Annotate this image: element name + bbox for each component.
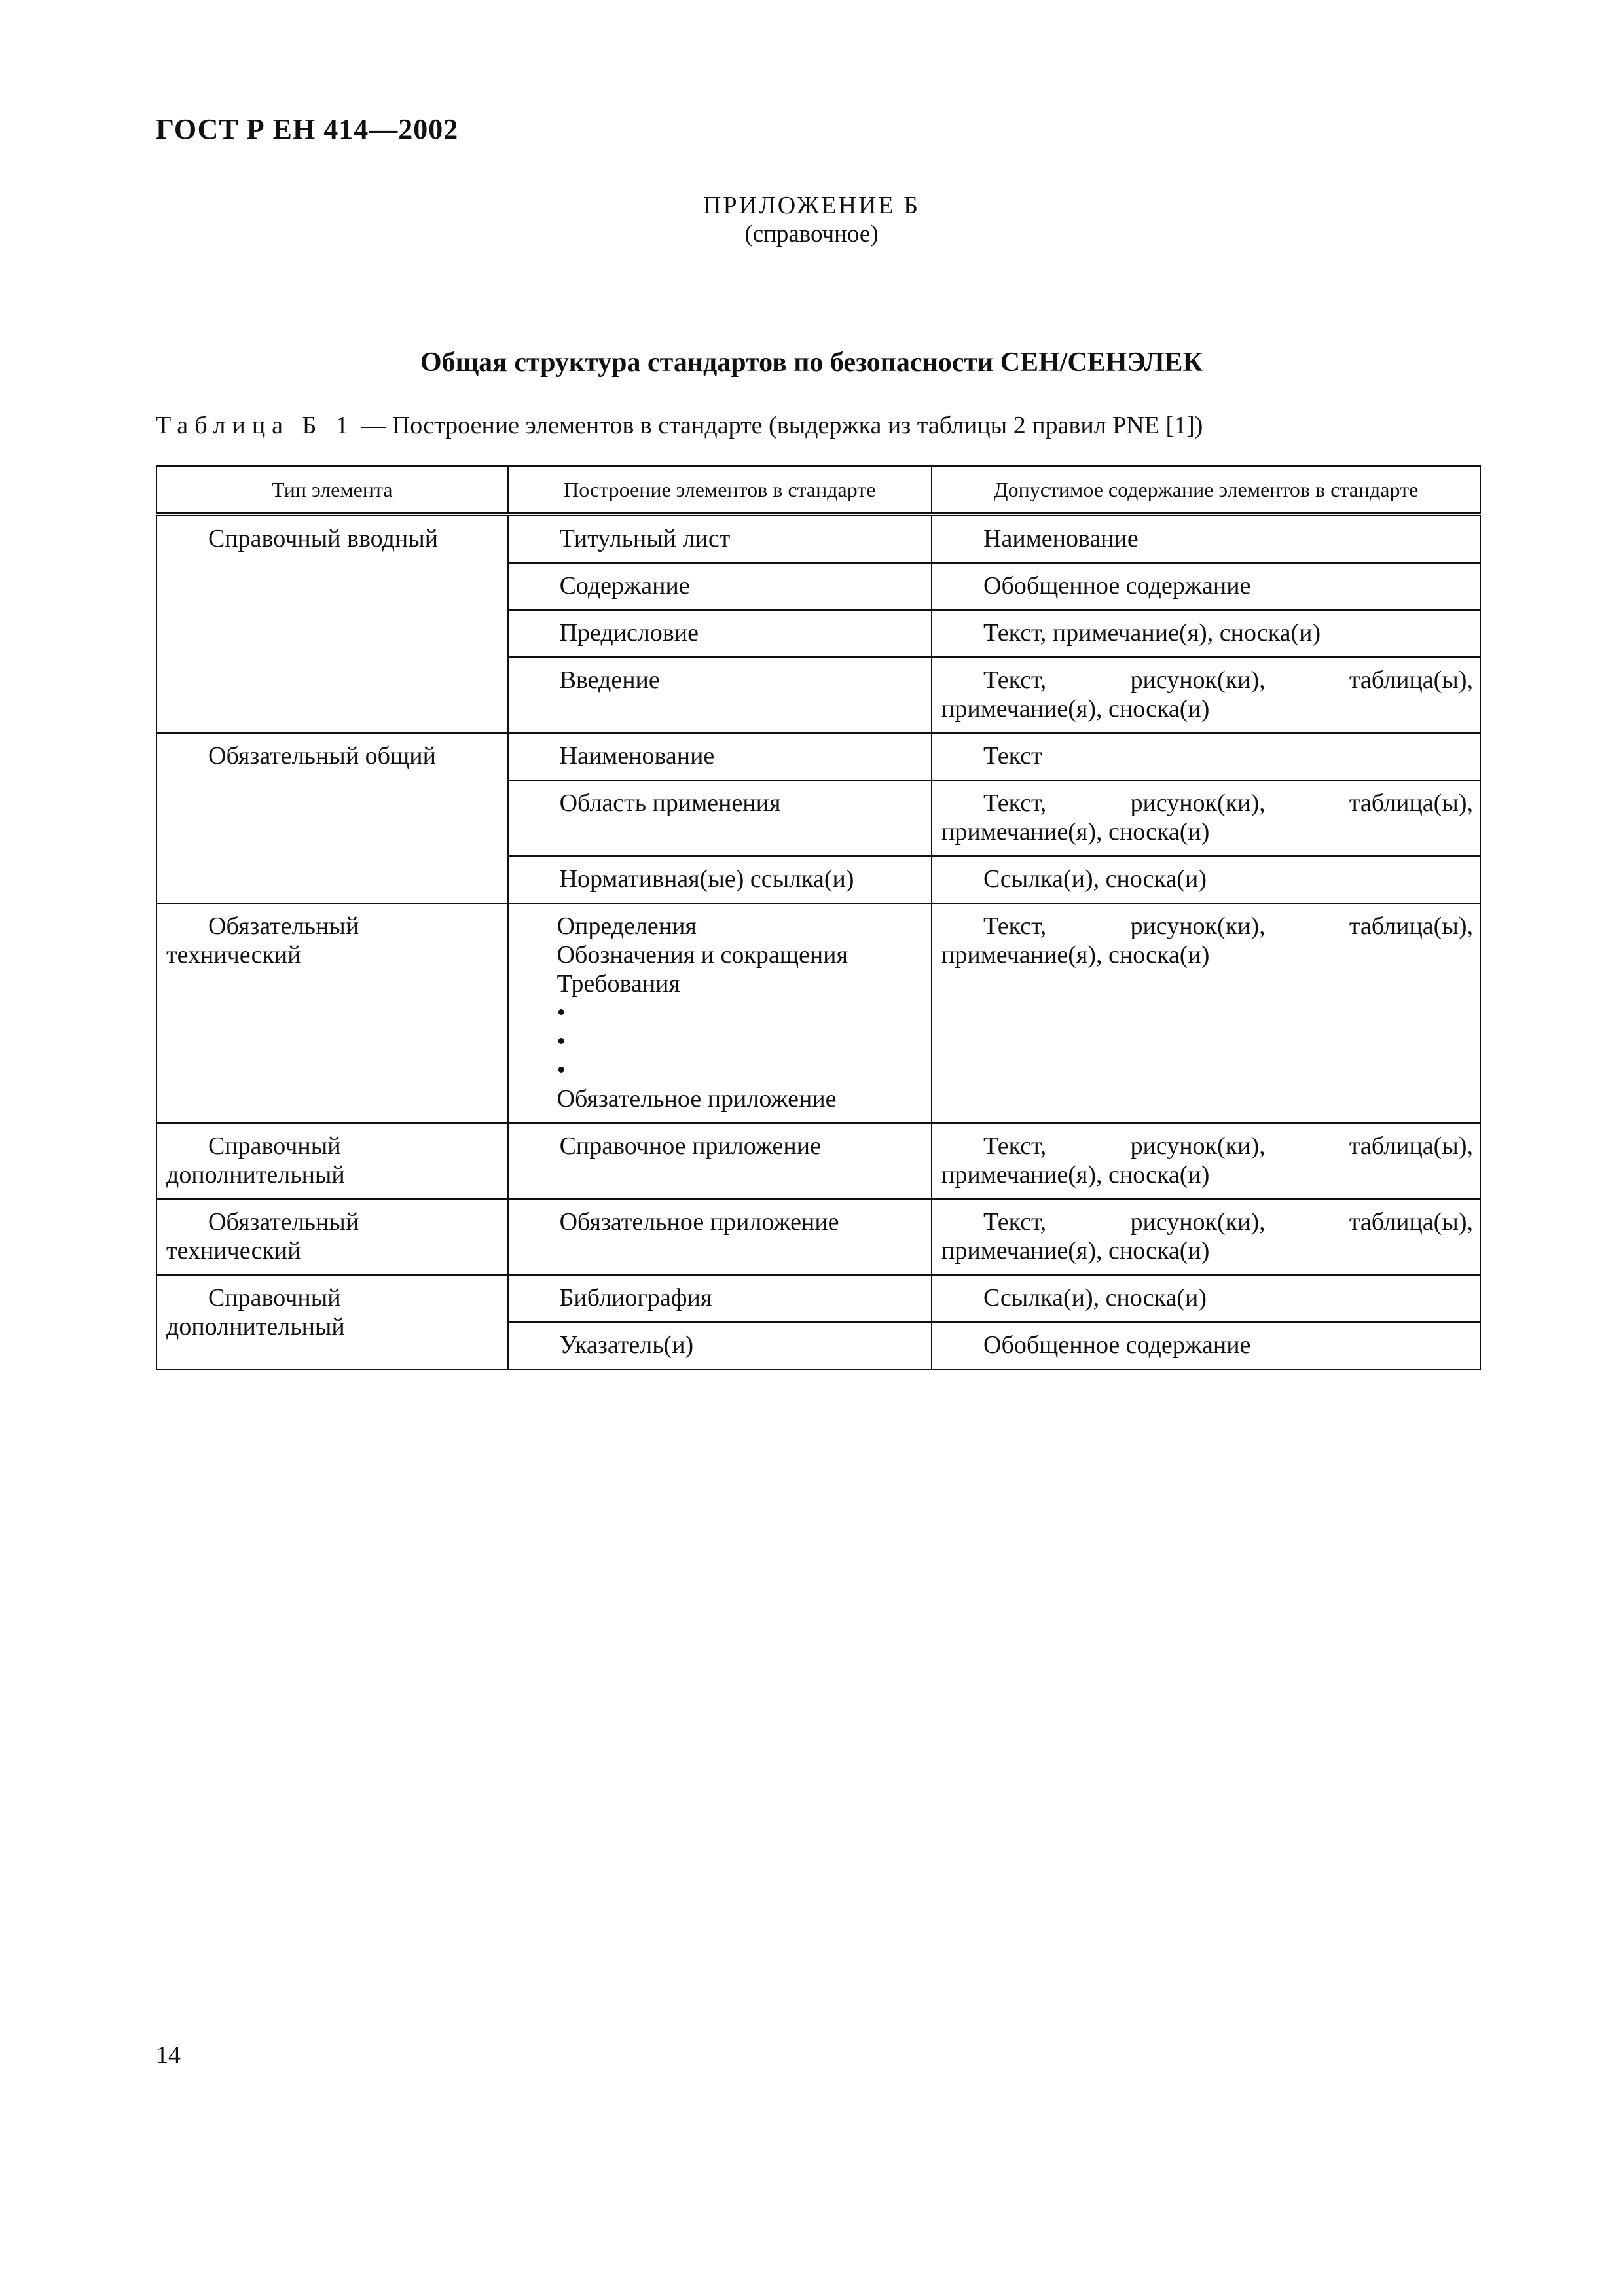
element-type: Обязательный технический — [166, 1208, 359, 1265]
element-list-item: • — [556, 1056, 566, 1084]
content-cell — [932, 514, 1480, 563]
element-type-cell — [156, 1275, 508, 1369]
table-row — [156, 514, 1480, 563]
element-cell: Обязательное приложение — [508, 1199, 932, 1275]
element-cell: Содержание — [508, 563, 932, 610]
content-text: Наименование — [983, 525, 1139, 552]
element-list-cell — [508, 903, 932, 1123]
content-text: Ссылка(и), сноска(и) — [983, 865, 1207, 893]
table-row — [156, 733, 1480, 780]
column-header-content: Допустимое содержание элементов в стандарте — [932, 466, 1480, 514]
elements-table — [156, 465, 1481, 1370]
content-text: Текст, примечание(я), сноска(и) — [983, 619, 1321, 647]
table-row — [156, 1123, 1480, 1199]
element-type-cell — [156, 1123, 508, 1199]
content-text: Текст, рисунок(ки), таблица(ы), примечание(я), сноска(и) — [941, 912, 1473, 969]
content-cell — [932, 1123, 1480, 1199]
element-list-item: • — [556, 1028, 566, 1055]
element-type: Справочный вводный — [208, 525, 439, 552]
document-code: ГОСТ Р ЕН 414—2002 — [156, 113, 459, 145]
element-cell: Наименование — [508, 733, 932, 780]
element-cell: Библиография — [508, 1275, 932, 1322]
section-heading: Общая структура стандартов по безопасности СЕН/СЕНЭЛЕК — [420, 348, 1203, 378]
element-cell: Предисловие — [508, 610, 932, 657]
element-cell: Нормативная(ые) ссылка(и) — [508, 856, 932, 903]
table-caption — [156, 411, 1203, 440]
annex-subtitle: (справочное) — [744, 221, 879, 247]
content-text: Текст, рисунок(ки), таблица(ы), примечание(я), сноска(и) — [941, 1208, 1473, 1265]
element-cell: Введение — [508, 657, 932, 733]
content-text: Обобщенное содержание — [983, 1331, 1251, 1359]
content-cell — [932, 780, 1480, 856]
content-cell — [932, 1322, 1480, 1369]
content-cell — [932, 1275, 1480, 1322]
element-type-cell — [156, 1199, 508, 1275]
element-list-item: Обязательное приложение — [556, 1085, 837, 1113]
element-cell: Справочное приложение — [508, 1123, 932, 1199]
content-text: Текст — [983, 742, 1042, 770]
column-header-structure: Построение элементов в стандарте — [508, 466, 932, 514]
annex-title: ПРИЛОЖЕНИЕ Б — [703, 192, 920, 219]
content-cell — [932, 610, 1480, 657]
element-type: Справочный дополнительный — [166, 1284, 345, 1340]
element-type: Обязательный общий — [208, 742, 436, 770]
content-cell — [932, 733, 1480, 780]
table-caption-label: Таблица Б 1 — [156, 412, 355, 439]
element-list-item: Определения — [556, 912, 697, 940]
content-text: Текст, рисунок(ки), таблица(ы), примечание(я), сноска(и) — [941, 1132, 1473, 1189]
content-text: Обобщенное содержание — [983, 572, 1251, 600]
element-type-cell — [156, 733, 508, 903]
content-cell — [932, 1199, 1480, 1275]
content-cell — [932, 563, 1480, 610]
page-number: 14 — [156, 2041, 181, 2069]
element-type-cell — [156, 903, 508, 1123]
element-type-cell — [156, 514, 508, 733]
content-cell — [932, 657, 1480, 733]
element-list-item: • — [556, 999, 566, 1026]
column-header-type: Тип элемента — [156, 466, 508, 514]
element-cell: Титульный лист — [508, 514, 932, 563]
table-row — [156, 1275, 1480, 1322]
content-cell — [932, 903, 1480, 1123]
table-caption-text: — Построение элементов в стандарте (выдержка из таблицы 2 правил PNE [1]) — [354, 412, 1203, 439]
content-cell — [932, 856, 1480, 903]
table-row — [156, 903, 1480, 1123]
element-cell: Область применения — [508, 780, 932, 856]
content-text: Текст, рисунок(ки), таблица(ы), примечание(я), сноска(и) — [941, 666, 1473, 723]
element-type: Справочный дополнительный — [166, 1132, 345, 1189]
element-type: Обязательный технический — [166, 912, 359, 969]
content-text: Ссылка(и), сноска(и) — [983, 1284, 1207, 1312]
element-list-item: Требования — [556, 970, 680, 997]
element-cell: Указатель(и) — [508, 1322, 932, 1369]
table-row — [156, 1199, 1480, 1275]
table-header-row — [156, 466, 1480, 514]
element-list-item: Обозначения и сокращения — [556, 941, 848, 969]
content-text: Текст, рисунок(ки), таблица(ы), примечание(я), сноска(и) — [941, 789, 1473, 846]
